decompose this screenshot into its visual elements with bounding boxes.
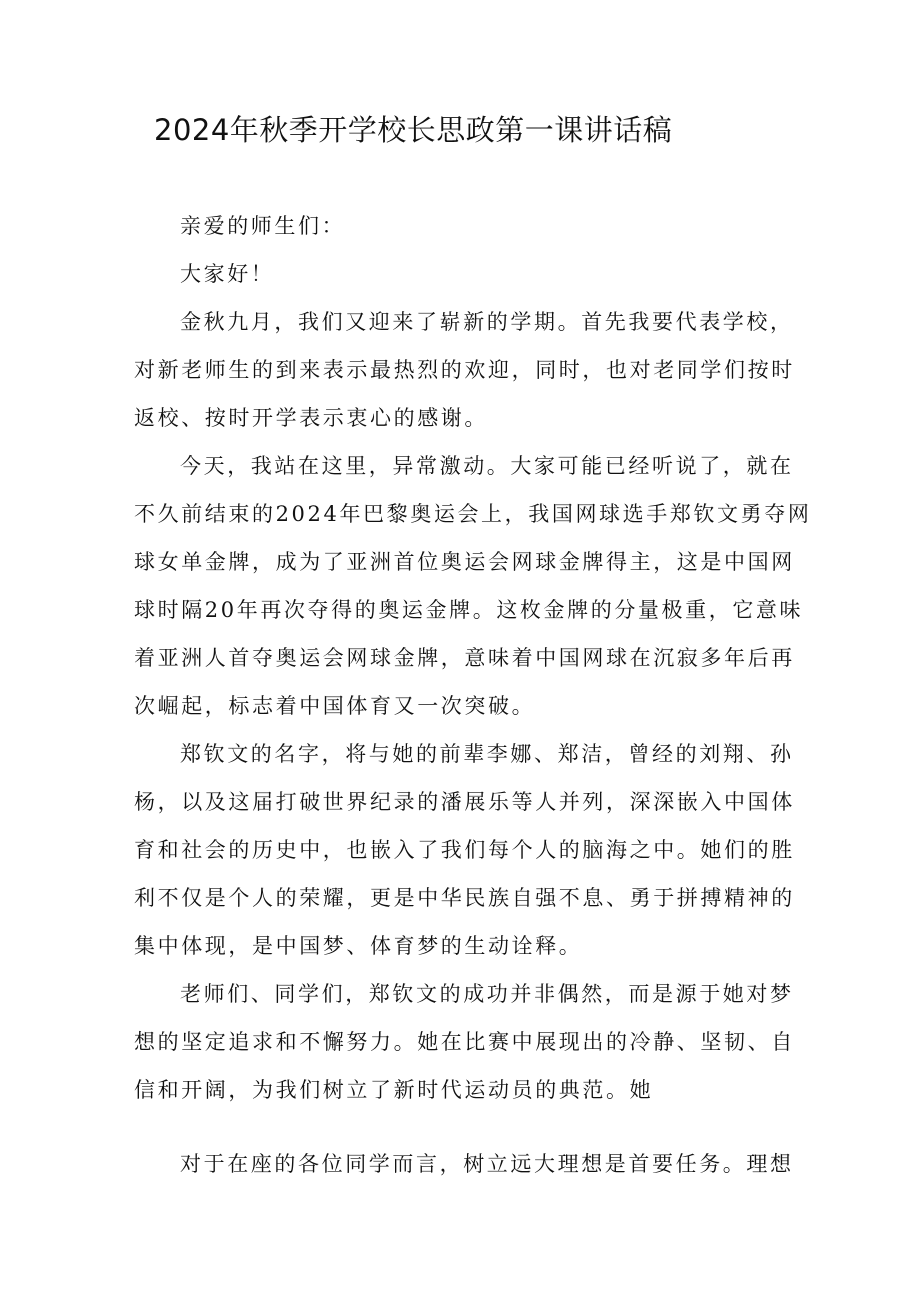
paragraph-3-line-4: 利不仅是个人的荣耀，更是中华民族自强不息、勇于拼搏精神的 [134,886,795,910]
paragraph-3-line-1: 郑钦文的名字，将与她的前辈李娜、郑洁，曾经的刘翔、孙 [180,742,794,766]
paragraph-2-line-1: 今天，我站在这里，异常激动。大家可能已经听说了，就在 [180,454,794,478]
paragraph-2-line-6: 次崛起，标志着中国体育又一次突破。 [134,694,536,718]
paragraph-1-line-3: 返校、按时开学表示衷心的感谢。 [134,406,488,430]
paragraph-3-line-5: 集中体现，是中国梦、体育梦的生动诠释。 [134,934,583,958]
paragraph-5-line-1: 对于在座的各位同学而言，树立远大理想是首要任务。理想 [180,1152,794,1176]
paragraph-3-line-2: 杨，以及这届打破世界纪录的潘展乐等人并列，深深嵌入中国体 [134,790,795,814]
paragraph-2-line-4: 球时隔20年再次夺得的奥运金牌。这枚金牌的分量极重，它意味 [134,598,804,622]
paragraph-1-line-1: 金秋九月，我们又迎来了崭新的学期。首先我要代表学校， [180,310,794,334]
document-title: 2024年秋季开学校长思政第一课讲话稿 [154,113,673,147]
paragraph-4-line-3: 信和开阔，为我们树立了新时代运动员的典范。她 [134,1078,654,1102]
paragraph-2-line-2: 不久前结束的2024年巴黎奥运会上，我国网球选手郑钦文勇夺网 [134,502,812,526]
paragraph-1-line-2: 对新老师生的到来表示最热烈的欢迎，同时，也对老同学们按时 [134,358,795,382]
paragraph-3-line-3: 育和社会的历史中，也嵌入了我们每个人的脑海之中。她们的胜 [134,838,795,862]
paragraph-2-line-5: 着亚洲人首夺奥运会网球金牌，意味着中国网球在沉寂多年后再 [134,646,795,670]
paragraph-4-line-1: 老师们、同学们，郑钦文的成功并非偶然，而是源于她对梦 [180,982,794,1006]
salutation: 亲爱的师生们： [180,214,346,238]
greeting: 大家好！ [180,262,275,286]
paragraph-4-line-2: 想的坚定追求和不懈努力。她在比赛中展现出的冷静、坚韧、自 [134,1030,795,1054]
paragraph-2-line-3: 球女单金牌，成为了亚洲首位奥运会网球金牌得主，这是中国网 [134,550,795,574]
